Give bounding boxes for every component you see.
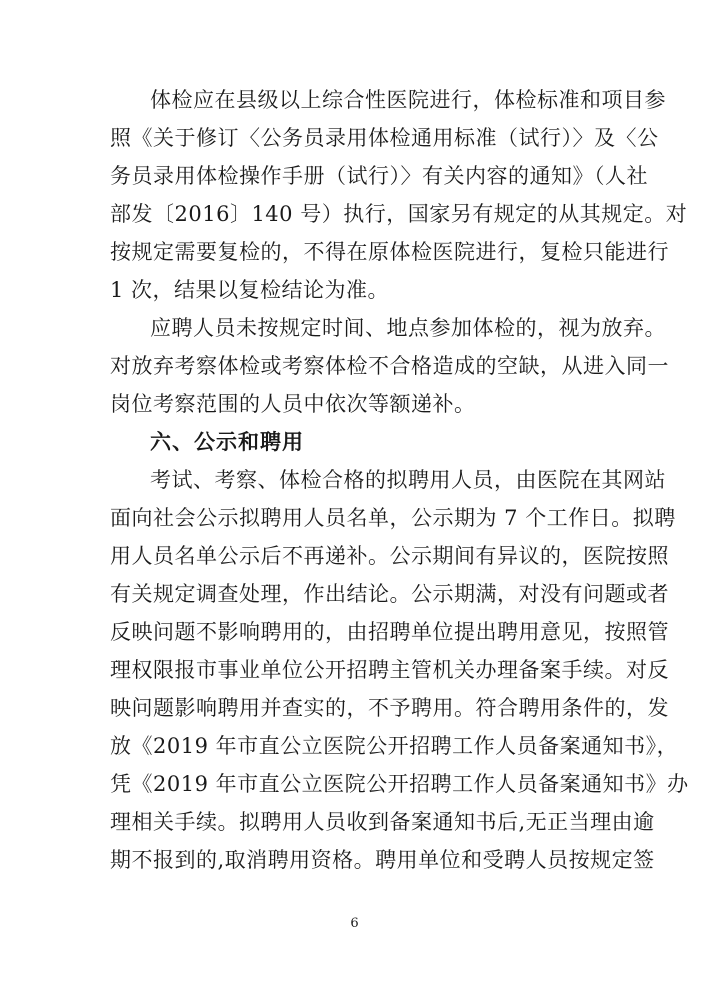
- paragraph-1-line-5: 按规定需要复检的，不得在原体检医院进行，复检只能进行: [110, 240, 669, 264]
- paragraph-1-line-2: 照《关于修订〈公务员录用体检通用标准（试行）〉及〈公: [110, 126, 659, 150]
- paragraph-1-line-3: 务员录用体检操作手册（试行）〉有关内容的通知》（人社: [110, 164, 648, 188]
- paragraph-3-line-11: 期不报到的,取消聘用资格。聘用单位和受聘人员按规定签: [110, 848, 655, 872]
- paragraph-3-line-9: 凭《2019 年市直公立医院公开招聘工作人员备案通知书》办: [110, 772, 689, 796]
- paragraph-3-line-1: 考试、考察、体检合格的拟聘用人员，由医院在其网站: [150, 468, 666, 492]
- paragraph-3-line-5: 反映问题不影响聘用的，由招聘单位提出聘用意见，按照管: [110, 620, 669, 644]
- paragraph-3-line-4: 有关规定调查处理，作出结论。公示期满，对没有问题或者: [110, 582, 669, 606]
- paragraph-1-line-4: 部发〔2016〕140 号）执行，国家另有规定的从其规定。对: [110, 202, 688, 226]
- paragraph-3-line-2: 面向社会公示拟聘用人员名单，公示期为 7 个工作日。拟聘: [110, 506, 676, 530]
- section-heading: 六、公示和聘用: [150, 430, 304, 454]
- paragraph-3-line-3: 用人员名单公示后不再递补。公示期间有异议的，医院按照: [110, 544, 669, 568]
- paragraph-1-line-6: 1 次，结果以复检结论为准。: [110, 278, 390, 302]
- paragraph-2-line-2: 对放弃考察体检或考察体检不合格造成的空缺，从进入同一: [110, 354, 669, 378]
- paragraph-3-line-10: 理相关手续。拟聘用人员收到备案通知书后,无正当理由逾: [110, 810, 655, 834]
- paragraph-3-line-7: 映问题影响聘用并查实的，不予聘用。符合聘用条件的，发: [110, 696, 669, 720]
- paragraph-2-line-3: 岗位考察范围的人员中依次等额递补。: [110, 392, 476, 416]
- page-number: 6: [350, 916, 359, 931]
- paragraph-3-line-6: 理权限报市事业单位公开招聘主管机关办理备案手续。对反: [110, 658, 669, 682]
- paragraph-1-line-1: 体检应在县级以上综合性医院进行，体检标准和项目参: [150, 88, 666, 112]
- paragraph-2-line-1: 应聘人员未按规定时间、地点参加体检的，视为放弃。: [150, 316, 666, 340]
- paragraph-3-line-8: 放《2019 年市直公立医院公开招聘工作人员备案通知书》，: [110, 734, 679, 758]
